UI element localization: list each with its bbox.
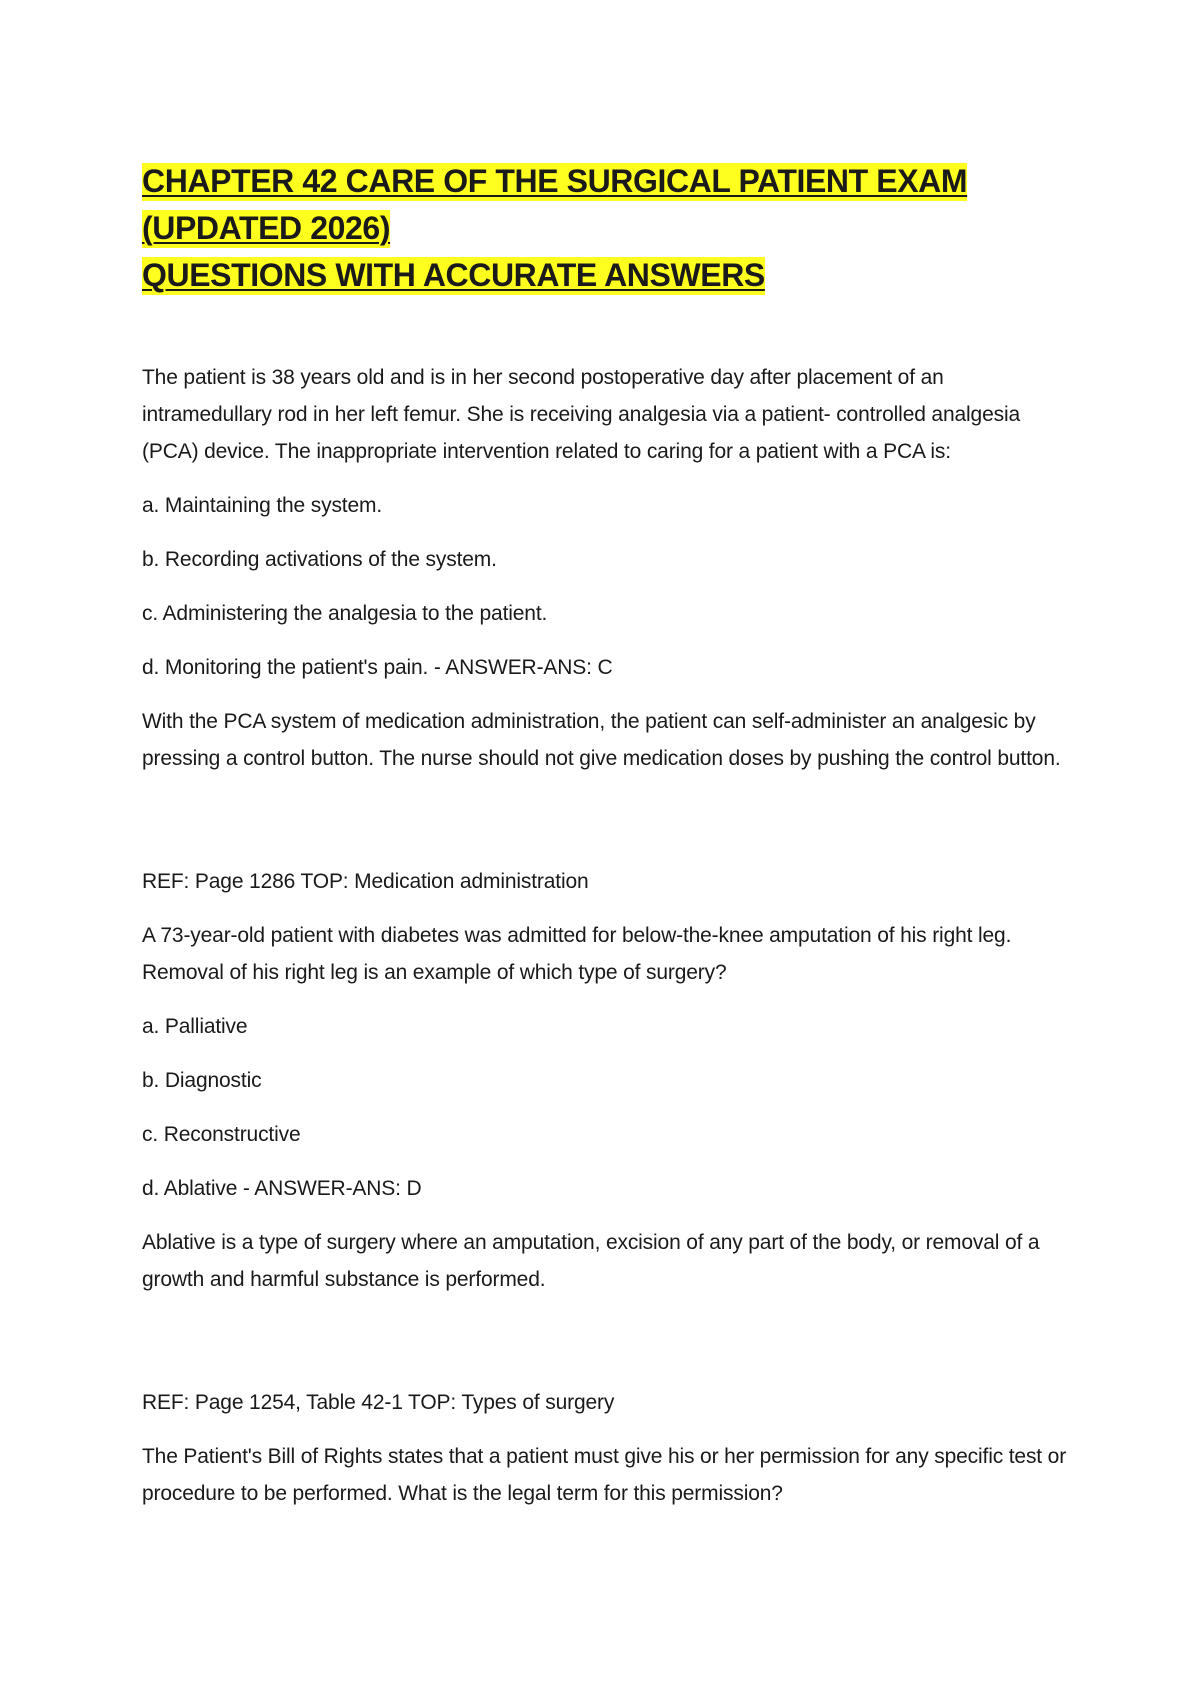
answer-option-a: a. Maintaining the system.	[142, 494, 383, 517]
question-2	[142, 917, 1072, 1421]
question-stem: The patient is 38 years old and is in her second postoperative day after placement of an intramedullary rod in her left femur. She is receiving analgesia via a patient- controlled analgesia (PCA) device. The inappropriate intervention related to caring for a patient with a PCA is:	[142, 366, 1020, 463]
reference-line: REF: Page 1254, Table 42-1 TOP: Types of surgery	[142, 1391, 615, 1414]
answer-option-a: a. Palliative	[142, 1015, 248, 1038]
title-line-1: CHAPTER 42 CARE OF THE SURGICAL PATIENT EXAM	[142, 163, 968, 199]
answer-option-c: c. Administering the analgesia to the patient.	[142, 602, 548, 625]
document-content	[142, 158, 1072, 1529]
answer-option-b: b. Diagnostic	[142, 1069, 262, 1092]
answer-option-d: d. Ablative - ANSWER-ANS: D	[142, 1177, 422, 1200]
question-stem: The Patient's Bill of Rights states that a patient must give his or her permission for any specific test or procedure to be performed. What is the legal term for this permission?	[142, 1445, 1067, 1505]
title-line-2: (UPDATED 2026)	[142, 210, 391, 246]
answer-rationale: With the PCA system of medication administration, the patient can self-administer an analgesic by pressing a control button. The nurse should not give medication doses by pushing the control button.	[142, 710, 1061, 770]
document-title	[142, 158, 1072, 299]
question-3	[142, 1438, 1072, 1512]
question-stem: A 73-year-old patient with diabetes was admitted for below-the-knee amputation of his right leg. Removal of his right leg is an example of which type of surgery?	[142, 924, 1012, 984]
answer-rationale: Ablative is a type of surgery where an amputation, excision of any part of the body, or removal of a growth and harmful substance is performed.	[142, 1231, 1040, 1291]
answer-option-d: d. Monitoring the patient's pain. - ANSWER-ANS: C	[142, 656, 613, 679]
title-line-3: QUESTIONS WITH ACCURATE ANSWERS	[142, 257, 765, 293]
answer-option-c: c. Reconstructive	[142, 1123, 301, 1146]
spacer	[142, 1315, 1072, 1384]
spacer	[142, 794, 1072, 863]
reference-line: REF: Page 1286 TOP: Medication administration	[142, 870, 589, 893]
answer-option-b: b. Recording activations of the system.	[142, 548, 497, 571]
question-1	[142, 359, 1072, 900]
